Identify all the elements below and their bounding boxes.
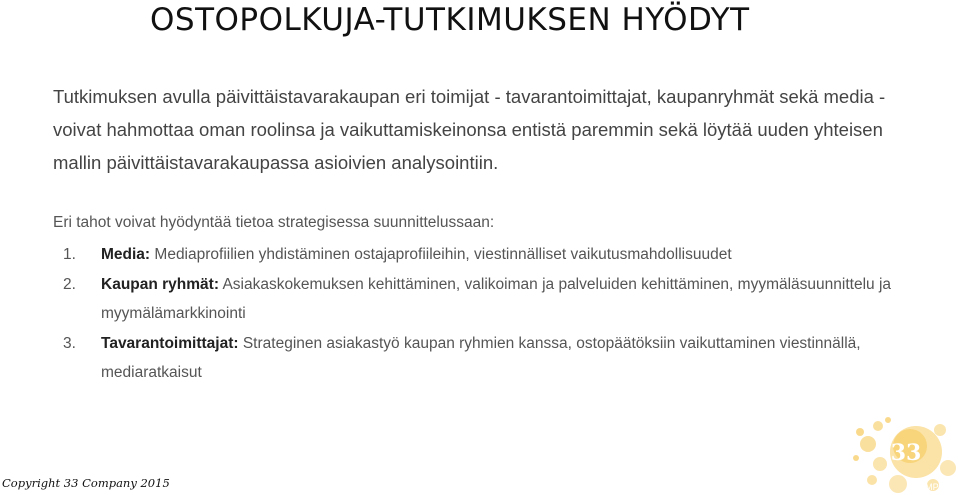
list-term: Tavarantoimittajat: bbox=[101, 334, 239, 352]
intro-paragraph: Tutkimuksen avulla päivittäistavarakaupan eri toimijat - tavarantoimittajat, kaupanryhmät sekä media - voivat hahmottaa oman roolinsa ja vaikuttamiskeinonsa entistä paremmin sekä löytää uuden yhteisen mallin päivittäistavarakaupassa asioivien analysointiin. bbox=[53, 86, 886, 173]
list-item bbox=[53, 329, 923, 388]
list-term: Media: bbox=[101, 246, 151, 263]
list-lead: Eri tahot voivat hyödyntää tietoa strategisessa suunnittelussaan: bbox=[53, 214, 495, 231]
company-logo bbox=[848, 410, 959, 495]
list-number: 1. bbox=[63, 246, 76, 263]
list-number: 3. bbox=[63, 334, 76, 352]
list-number: 2. bbox=[63, 275, 76, 293]
copyright-text: Copyright 33 Company 2015 bbox=[2, 476, 170, 490]
page-title: OSTOPOLKUJA-TUTKIMUKSEN HYÖDYT bbox=[150, 2, 750, 38]
list-text: Mediaprofiilien yhdistäminen ostajaprofiileihin, viestinnälliset vaikutusmahdollisuudet bbox=[154, 246, 732, 263]
logo-number: 33 bbox=[890, 440, 922, 466]
list-item bbox=[53, 240, 923, 270]
logo-text: COMPANY bbox=[911, 482, 957, 492]
benefit-list bbox=[53, 240, 923, 388]
list-term: Kaupan ryhmät: bbox=[101, 275, 219, 293]
list-text: Asiakaskokemuksen kehittäminen, valikoiman ja palveluiden kehittäminen, myymäläsuunnittelu ja myymälämarkkinointi bbox=[101, 275, 892, 322]
list-item bbox=[53, 270, 923, 329]
list-text: Strateginen asiakastyö kaupan ryhmien kanssa, ostopäätöksiin vaikuttaminen viestinnällä, mediaratkaisut bbox=[101, 334, 861, 381]
